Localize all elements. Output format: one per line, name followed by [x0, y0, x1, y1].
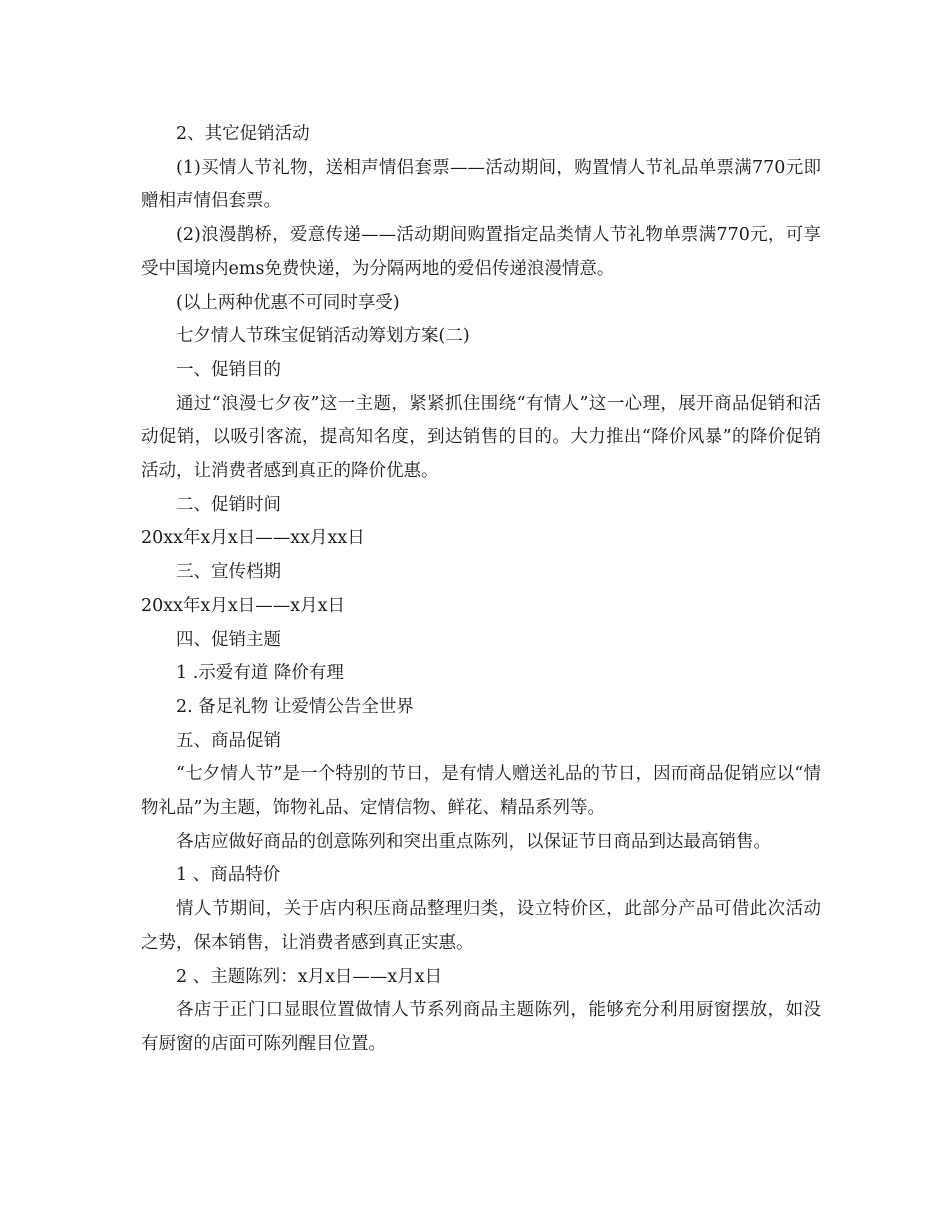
date-range: 20xx年x月x日——xx月xx日 [141, 528, 365, 549]
paragraph: (以上两种优惠不可同时享受) [176, 292, 400, 313]
paragraph: 通过“浪漫七夕夜”这一主题，紧紧抓住围绕“有情人”这一心理，展开商品促销和活动促销，以吸引客流，提高知名度，到达销售的目的。大力推出“降价风暴”的降价促销活动，让消费者感到真正的降价优惠。 [141, 393, 821, 482]
subsection-heading: 2 、主题陈列：x月x日——x月x日 [176, 966, 443, 987]
section-heading: 2、其它促销活动 [176, 124, 310, 144]
section-heading: 五、商品促销 [176, 730, 281, 751]
list-item: 2. 备足礼物 让爱情公告全世界 [176, 696, 414, 717]
document-title: 七夕情人节珠宝促销活动筹划方案(二) [176, 326, 470, 347]
list-item: 1 .示爱有道 降价有理 [176, 663, 344, 684]
document-body [141, 118, 821, 1062]
paragraph: (2)浪漫鹊桥，爱意传递——活动期间购置指定品类情人节礼物单票满770元，可享受中国境内ems免费快递，为分隔两地的爱侣传递浪漫情意。 [141, 225, 821, 279]
subsection-heading: 1 、商品特价 [176, 865, 281, 886]
section-heading: 一、促销目的 [176, 359, 281, 380]
paragraph: “七夕情人节”是一个特别的节日，是有情人赠送礼品的节日，因而商品促销应以“情物礼品”为主题，饰物礼品、定情信物、鲜花、精品系列等。 [141, 764, 821, 819]
section-heading: 三、宣传档期 [176, 562, 281, 583]
paragraph: 情人节期间，关于店内积压商品整理归类，设立特价区，此部分产品可借此次活动之势，保本销售，让消费者感到真正实惠。 [141, 899, 821, 953]
paragraph: 各店于正门口显眼位置做情人节系列商品主题陈列，能够充分利用厨窗摆放，如没有厨窗的店面可陈列醒目位置。 [141, 1000, 821, 1054]
date-range: 20xx年x月x日——x月x日 [141, 595, 345, 616]
paragraph: (1)买情人节礼物，送相声情侣套票——活动期间，购置情人节礼品单票满770元即赠相声情侣套票。 [141, 157, 821, 212]
section-heading: 四、促销主题 [176, 629, 281, 650]
section-heading: 二、促销时间 [176, 494, 281, 515]
paragraph: 各店应做好商品的创意陈列和突出重点陈列，以保证节日商品到达最高销售。 [176, 831, 771, 852]
